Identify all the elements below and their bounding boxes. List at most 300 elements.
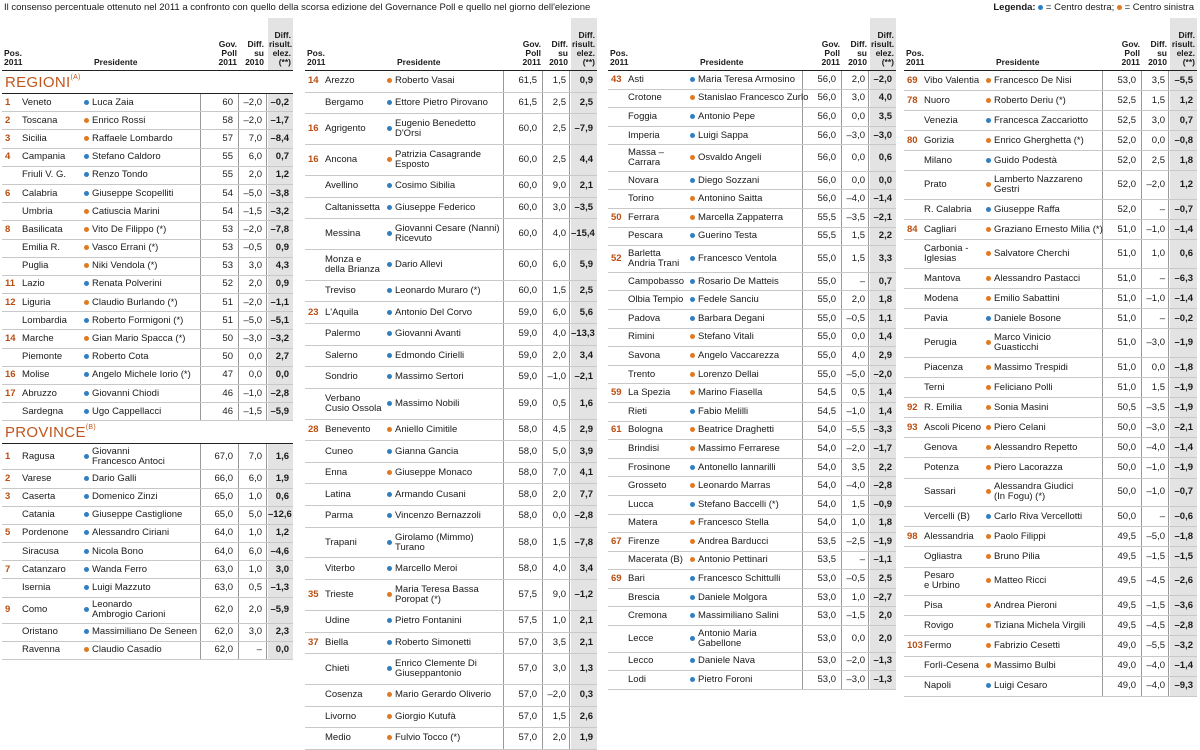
party-dot-icon <box>690 178 695 183</box>
diff-result-value: 1,8 <box>1179 154 1193 166</box>
diff-2010-value: 3,5 <box>552 636 566 648</box>
diff-result-value: –1,7 <box>873 442 892 454</box>
president-name-line1: Daniele Molgora <box>698 591 768 603</box>
president-name <box>92 627 197 637</box>
entity-name <box>22 116 57 126</box>
president-name-line1: Alessandro Pastacci <box>994 272 1081 284</box>
president-name-line1: Maria Teresa Bassa <box>395 583 479 595</box>
diff-2010-value: 0,0 <box>248 369 262 381</box>
party-dot-icon <box>84 191 89 196</box>
diff-2010-value: 6,0 <box>248 472 262 484</box>
president-name-line1: Claudio Casadio <box>92 644 162 656</box>
centro-destra-dot-icon <box>690 231 695 241</box>
entity-name <box>22 565 66 575</box>
president-name <box>92 407 161 417</box>
diff-2010-value: –2,0 <box>243 96 262 108</box>
president-name-line1: Antonio Maria <box>698 627 757 639</box>
diff-result-value: 2,2 <box>878 461 892 473</box>
column-divider <box>542 611 543 632</box>
entity-name <box>628 370 655 380</box>
rank: 59 <box>611 387 622 399</box>
column-divider <box>841 145 842 171</box>
column-divider <box>868 209 869 227</box>
president-name-line1: Daniele Bosone <box>994 312 1062 324</box>
president-name-line1: Vito De Filippo (*) <box>92 223 167 235</box>
president-name <box>395 98 488 108</box>
column-divider <box>802 515 803 533</box>
column-divider <box>503 463 504 484</box>
entity-name <box>22 370 49 380</box>
gov-poll-value: 55,5 <box>817 230 836 242</box>
party-dot-icon <box>986 405 991 410</box>
entity-name-line1: Molise <box>22 369 50 381</box>
president-name <box>395 564 457 574</box>
header-presidente: Presidente <box>94 57 138 67</box>
entity-name-line1: Cagliari <box>924 223 957 235</box>
centro-destra-dot-icon <box>387 511 392 521</box>
column-divider <box>200 94 201 111</box>
entity-name-line1: Pavia <box>924 312 948 324</box>
gov-poll-value: 55,0 <box>817 312 836 324</box>
column-divider <box>503 219 504 249</box>
centro-destra-dot-icon <box>84 452 89 462</box>
column-divider <box>868 366 869 384</box>
president-name-line1: Giuseppe Scopelliti <box>92 187 174 199</box>
president-name <box>994 512 1082 522</box>
column-divider <box>503 145 504 175</box>
gov-poll-value: 60,0 <box>518 258 537 270</box>
president-name-line1: Niki Vendola (*) <box>92 260 158 272</box>
president-name-line1: Alessandro Ciriani <box>92 527 170 539</box>
entity-name <box>924 136 954 146</box>
president-name <box>698 656 755 666</box>
column-divider <box>200 385 201 402</box>
centro-destra-dot-icon <box>84 98 89 108</box>
party-dot-icon <box>690 576 695 581</box>
diff-result-value: –0,2 <box>1174 312 1193 324</box>
entity-name-line1: Catania <box>22 509 55 521</box>
gov-poll-value: 51 <box>222 296 233 308</box>
entity-name-line1: Sicilia <box>22 132 47 144</box>
president-name <box>994 661 1056 671</box>
gov-poll-value: 49,5 <box>1117 530 1136 542</box>
president-name-line2: Giuseppantonio <box>395 668 462 680</box>
party-dot-icon <box>690 256 695 261</box>
column-divider <box>1168 111 1169 130</box>
diff-result-value: –2,1 <box>574 371 593 383</box>
column-divider <box>841 190 842 208</box>
header-pos: Pos. 2011 <box>906 48 925 67</box>
president-name <box>994 314 1061 324</box>
diff-2010-value: 4,0 <box>552 562 566 574</box>
table-row <box>904 309 1197 329</box>
gov-poll-value: 50,0 <box>1117 510 1136 522</box>
centro-sinistra-dot-icon <box>387 425 392 435</box>
column-divider <box>200 312 201 329</box>
column-divider <box>1141 398 1142 417</box>
table-row <box>608 626 896 653</box>
column-divider <box>238 543 239 560</box>
party-dot-icon <box>84 585 89 590</box>
column-divider <box>200 130 201 147</box>
entity-name <box>628 351 660 361</box>
column-divider <box>266 579 267 596</box>
president-name <box>698 332 754 342</box>
table-row <box>904 507 1197 527</box>
column-divider <box>841 515 842 533</box>
centro-sinistra-dot-icon <box>986 532 991 542</box>
president-name <box>395 399 459 409</box>
centro-sinistra-dot-icon <box>986 621 991 631</box>
diff-result-value: –2,8 <box>270 387 289 399</box>
diff-result-value: 2,5 <box>878 573 892 585</box>
entity-name <box>924 443 957 453</box>
centro-sinistra-dot-icon <box>986 576 991 586</box>
entity-name-line1: Sassari <box>924 486 956 498</box>
column-divider <box>266 149 267 166</box>
column-divider <box>569 728 570 749</box>
gov-poll-value: 53,0 <box>817 655 836 667</box>
centro-destra-dot-icon <box>387 98 392 108</box>
entity-name-line1: Mantova <box>924 272 961 284</box>
entity-name <box>628 444 659 454</box>
centro-sinistra-dot-icon <box>986 363 991 373</box>
centro-destra-dot-icon <box>84 510 89 520</box>
centro-sinistra-dot-icon <box>84 261 89 271</box>
diff-result-value: –2,8 <box>1174 619 1193 631</box>
entity-name <box>22 261 48 271</box>
president-name <box>92 389 159 399</box>
diff-result-value: 3,5 <box>878 110 892 122</box>
header-diff-result: Diff. risult. elez. (**) <box>871 30 895 67</box>
column-divider <box>542 176 543 197</box>
diff-result-value: –2,7 <box>873 591 892 603</box>
table-row <box>305 281 597 303</box>
column-divider <box>1102 171 1103 199</box>
column-divider <box>802 366 803 384</box>
column-divider <box>569 558 570 579</box>
diff-result-value: –1,8 <box>1174 530 1193 542</box>
diff-result-value: 0,9 <box>275 278 289 290</box>
entity-name <box>325 712 356 722</box>
diff-2010-value: 6,0 <box>248 151 262 163</box>
entity-name-line1: Frosinone <box>628 461 671 473</box>
president-name-line1: Dario Allevi <box>395 258 443 270</box>
party-dot-icon <box>387 449 392 454</box>
diff-2010-value: 1,0 <box>851 591 865 603</box>
entity-name <box>325 372 358 382</box>
diff-2010-value: 0,5 <box>851 387 865 399</box>
gov-poll-value: 54,0 <box>817 498 836 510</box>
party-dot-icon <box>986 603 991 608</box>
entity-name-line1: Palermo <box>325 328 361 340</box>
column-divider <box>802 291 803 309</box>
column-divider <box>569 250 570 280</box>
president-name-line1: Piero Lacorazza <box>994 462 1063 474</box>
entity-name <box>628 593 660 603</box>
president-name-line1: Nicola Bono <box>92 545 144 557</box>
column-divider <box>542 145 543 175</box>
president-name <box>395 616 462 626</box>
entity-name <box>325 490 351 500</box>
centro-sinistra-dot-icon <box>986 294 991 304</box>
header-presidente: Presidente <box>996 57 1040 67</box>
president-name-line1: Antonello Iannarilli <box>698 461 776 473</box>
president-name <box>994 532 1046 542</box>
party-dot-icon <box>986 465 991 470</box>
president-name <box>994 482 1073 502</box>
president-name <box>698 351 779 361</box>
diff-2010-value: 1,5 <box>851 253 865 265</box>
president-name <box>994 463 1063 473</box>
column-divider <box>503 324 504 345</box>
rank: 11 <box>5 278 16 290</box>
column-divider <box>569 346 570 367</box>
column-divider <box>802 172 803 190</box>
diff-2010-value: – <box>1159 272 1165 284</box>
president-name <box>994 205 1060 215</box>
column-divider <box>868 589 869 607</box>
president-name <box>92 225 166 235</box>
column-divider <box>1141 596 1142 615</box>
entity-name <box>924 225 956 235</box>
diff-result-value: 1,9 <box>579 732 593 744</box>
centro-destra-dot-icon <box>387 203 392 213</box>
column-divider <box>569 484 570 505</box>
column-divider <box>238 444 239 469</box>
column-divider <box>1102 547 1103 566</box>
column-divider <box>238 525 239 542</box>
president-name-line1: Raffaele Lombardo <box>92 132 173 144</box>
president-name-line1: Vincenzo Bernazzoli <box>395 510 481 522</box>
entity-name <box>924 601 942 611</box>
table-row <box>608 589 896 608</box>
president-name <box>92 474 136 484</box>
diff-result-value: –0,7 <box>1174 486 1193 498</box>
diff-result-value: 0,7 <box>275 151 289 163</box>
column-divider <box>542 633 543 654</box>
column-divider <box>200 561 201 578</box>
diff-2010-value: –0,5 <box>846 312 865 324</box>
diff-2010-value: –4,0 <box>846 193 865 205</box>
entity-name <box>22 207 53 217</box>
column-divider <box>1141 329 1142 357</box>
entity-name <box>628 481 667 491</box>
column-divider <box>1141 636 1142 655</box>
entity-name-line1: Asti <box>628 73 644 85</box>
diff-2010-value: –1,5 <box>1146 550 1165 562</box>
diff-2010-value: 2,5 <box>1151 154 1165 166</box>
entity-name <box>22 279 45 289</box>
centro-destra-dot-icon <box>986 512 991 522</box>
diff-result-value: –1,9 <box>1174 381 1193 393</box>
gov-poll-value: 55,0 <box>817 275 836 287</box>
centro-destra-dot-icon <box>387 181 392 191</box>
table-row <box>904 220 1197 240</box>
gov-poll-value: 56,0 <box>817 92 836 104</box>
party-dot-icon <box>690 483 695 488</box>
column-divider <box>841 329 842 347</box>
president-name <box>994 403 1048 413</box>
table-row <box>904 151 1197 171</box>
column-divider <box>1168 677 1169 696</box>
diff-2010-value: –0,5 <box>846 573 865 585</box>
president-name <box>994 136 1084 146</box>
table-row <box>305 558 597 580</box>
diff-result-value: 3,3 <box>878 253 892 265</box>
party-dot-icon <box>84 549 89 554</box>
president-name <box>92 98 134 108</box>
party-dot-icon <box>84 209 89 214</box>
gov-poll-value: 58,0 <box>518 510 537 522</box>
column-divider <box>238 507 239 524</box>
diff-2010-value: 6,0 <box>552 306 566 318</box>
centro-sinistra-dot-icon <box>986 383 991 393</box>
diff-result-value: –3,2 <box>1174 639 1193 651</box>
table-row <box>305 463 597 485</box>
header-gov-poll: Gov. Poll 2011 <box>821 39 840 67</box>
column-divider <box>238 470 239 487</box>
gov-poll-value: 52 <box>222 278 233 290</box>
party-dot-icon <box>690 155 695 160</box>
entity-name-line1: Treviso <box>325 285 356 297</box>
centro-destra-dot-icon <box>1038 5 1043 10</box>
column-divider <box>542 71 543 92</box>
diff-result-value: –1,9 <box>1174 401 1193 413</box>
column-divider <box>841 246 842 272</box>
entity-name <box>325 616 350 626</box>
president-name <box>92 600 165 620</box>
table-row <box>2 94 293 112</box>
president-name-line1: Carlo Riva Vercellotti <box>994 510 1083 522</box>
diff-2010-value: –2,0 <box>243 223 262 235</box>
diff-2010-value: –2,0 <box>846 442 865 454</box>
rank: 37 <box>308 636 319 648</box>
president-name-line1: Stanislao Francesco Zurlo <box>698 92 809 104</box>
entity-name-line1: Piacenza <box>924 361 964 373</box>
party-dot-icon <box>84 300 89 305</box>
president-name-line1: Marcello Meroi <box>395 562 458 574</box>
diff-2010-value: – <box>1159 203 1165 215</box>
entity-name-line1: Trieste <box>325 588 354 600</box>
centro-destra-dot-icon <box>84 583 89 593</box>
entity-name-line1: Oristano <box>22 626 58 638</box>
entity-name <box>22 528 68 538</box>
gov-poll-value: 57,0 <box>518 689 537 701</box>
entity-name <box>924 403 962 413</box>
column-divider <box>569 580 570 610</box>
entity-name-line1: Veneto <box>22 96 52 108</box>
column-divider <box>868 90 869 108</box>
centro-destra-dot-icon <box>387 124 392 134</box>
party-dot-icon <box>690 316 695 321</box>
column-divider <box>1141 458 1142 477</box>
table-row <box>608 533 896 552</box>
gov-poll-value: 61,5 <box>518 75 537 87</box>
table-row <box>305 346 597 368</box>
centro-destra-dot-icon <box>690 75 695 85</box>
diff-result-value: –3,2 <box>270 333 289 345</box>
president-name-line1: Alessandra Giudici <box>994 481 1074 493</box>
party-dot-icon <box>387 310 392 315</box>
column-divider <box>841 496 842 514</box>
gov-poll-value: 49,5 <box>1117 575 1136 587</box>
rank: 1 <box>5 96 11 108</box>
centro-sinistra-dot-icon <box>986 443 991 453</box>
column-divider <box>1168 616 1169 635</box>
president-name-line1: Leonardo Muraro (*) <box>395 285 481 297</box>
president-name <box>395 468 472 478</box>
president-name-line1: Andrea Barducci <box>698 535 769 547</box>
table-row <box>2 489 293 507</box>
gov-poll-value: 63,0 <box>214 563 233 575</box>
centro-sinistra-dot-icon <box>84 243 89 253</box>
diff-result-value: –5,5 <box>1174 74 1193 86</box>
president-name <box>395 533 474 553</box>
president-name <box>92 583 151 593</box>
header-gov-poll: Gov. Poll 2011 <box>1121 39 1140 67</box>
column-divider <box>238 642 239 659</box>
entity-name <box>924 661 979 671</box>
president-name-line1: Leonardo Marras <box>698 480 771 492</box>
diff-result-value: 0,0 <box>878 174 892 186</box>
entity-name-line1: Como <box>22 604 48 616</box>
party-dot-icon <box>690 427 695 432</box>
diff-result-value: –1,4 <box>1174 660 1193 672</box>
president-name-line1: Edmondo Cirielli <box>395 349 465 361</box>
entity-name-line1: Livorno <box>325 710 357 722</box>
column-divider <box>841 477 842 495</box>
table-row <box>608 329 896 348</box>
centro-sinistra-dot-icon <box>84 116 89 126</box>
party-dot-icon <box>84 629 89 634</box>
diff-2010-value: –3,0 <box>1146 337 1165 349</box>
party-dot-icon <box>986 251 991 256</box>
party-dot-icon <box>986 514 991 519</box>
president-name <box>698 295 759 305</box>
party-dot-icon <box>690 279 695 284</box>
diff-2010-value: 1,0 <box>248 491 262 503</box>
president-name <box>395 425 457 435</box>
column-divider <box>841 228 842 246</box>
president-name-line1: Massimo Ferrarese <box>698 442 780 454</box>
president-name <box>395 181 455 191</box>
gov-poll-value: 60 <box>222 96 233 108</box>
column-divider <box>1141 568 1142 596</box>
header-presidente: Presidente <box>397 57 441 67</box>
table-row <box>608 145 896 172</box>
gov-poll-value: 60,0 <box>518 153 537 165</box>
column-divider <box>266 642 267 659</box>
entity-name-line1: Caserta <box>22 491 56 503</box>
table-row <box>608 403 896 422</box>
diff-result-value: 2,9 <box>878 349 892 361</box>
diff-result-value: 2,6 <box>579 710 593 722</box>
gov-poll-value: 55,0 <box>817 331 836 343</box>
diff-2010-value: – <box>859 275 865 287</box>
party-dot-icon <box>690 557 695 562</box>
president-name-line2: Gestri <box>994 184 1020 196</box>
table-row <box>904 398 1197 418</box>
entity-name <box>924 552 962 562</box>
diff-result-value: 4,0 <box>878 92 892 104</box>
column-divider <box>542 346 543 367</box>
rank: 4 <box>5 151 11 163</box>
gov-poll-value: 55,0 <box>817 253 836 265</box>
column-divider <box>569 302 570 323</box>
party-dot-icon <box>84 227 89 232</box>
header-diff-result: Diff. risult. elez. (**) <box>269 30 293 67</box>
